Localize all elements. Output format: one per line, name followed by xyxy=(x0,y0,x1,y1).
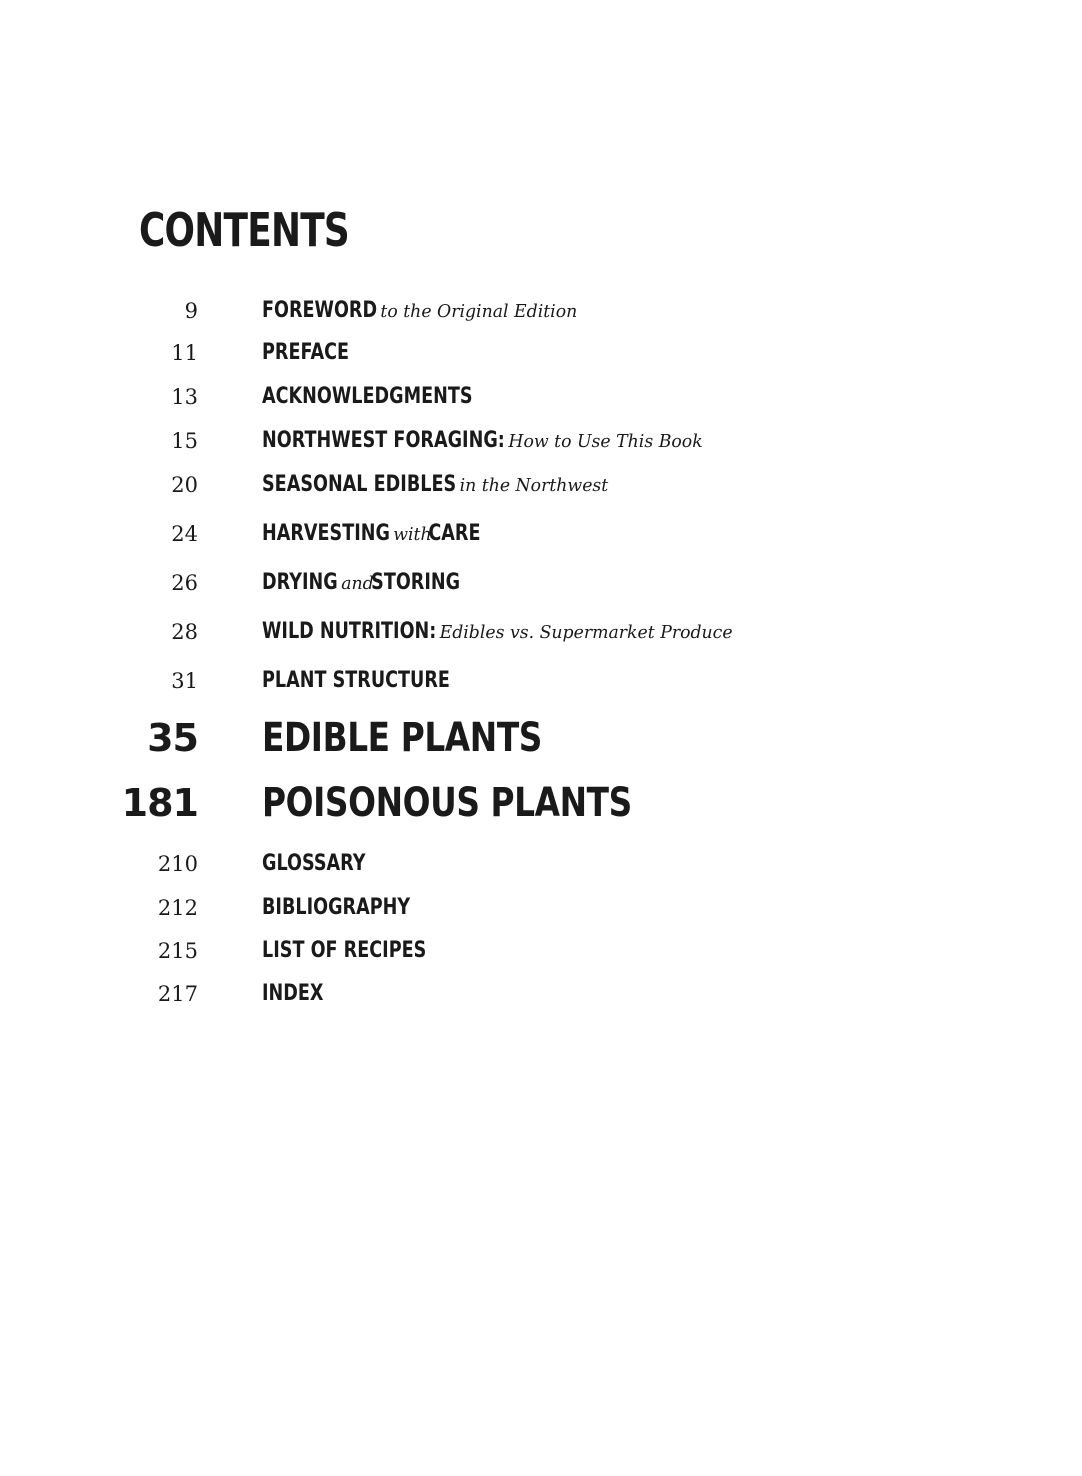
page-number: 181 xyxy=(121,781,198,825)
entry-title-text: SEASONAL EDIBLES xyxy=(262,472,457,497)
entry-title[interactable] xyxy=(262,979,339,1011)
entry-title-text: LIST OF RECIPES xyxy=(262,938,427,963)
page-number: 210 xyxy=(157,852,198,876)
entry-connector: and xyxy=(340,573,374,594)
entry-title-text: BIBLIOGRAPHY xyxy=(262,895,411,920)
page-number: 9 xyxy=(184,299,198,323)
entry-title[interactable] xyxy=(262,470,664,502)
entry-title[interactable] xyxy=(262,382,525,414)
page-number: 15 xyxy=(171,429,198,453)
page-number: 20 xyxy=(171,473,198,497)
entry-connector: with xyxy=(393,524,432,545)
entry-title-text: EDIBLE PLANTS xyxy=(262,715,543,761)
entry-title-text: HARVESTING xyxy=(262,521,390,546)
entry-subtitle: How to Use This Book xyxy=(508,431,703,452)
entry-title-text: NORTHWEST FORAGING: xyxy=(262,428,505,453)
entry-title[interactable] xyxy=(262,338,371,370)
entry-title[interactable] xyxy=(262,426,772,458)
entry-title-text-2: STORING xyxy=(371,570,461,595)
entry-title[interactable] xyxy=(262,893,447,925)
entry-title[interactable] xyxy=(262,777,713,838)
entry-title-text: WILD NUTRITION: xyxy=(262,619,437,644)
page-title: CONTENTS xyxy=(139,203,349,257)
entry-subtitle: in the Northwest xyxy=(459,475,608,496)
entry-title[interactable] xyxy=(262,519,535,551)
page-number: 13 xyxy=(171,385,198,409)
entry-title-text: PREFACE xyxy=(262,340,350,365)
entry-title[interactable] xyxy=(262,712,603,773)
entry-title[interactable] xyxy=(262,936,467,968)
page-number: 24 xyxy=(171,522,198,546)
page-number: 212 xyxy=(157,896,198,920)
entry-title-text: PLANT STRUCTURE xyxy=(262,668,450,693)
page-number: 215 xyxy=(157,939,198,963)
entry-subtitle: to the Original Edition xyxy=(380,301,578,322)
entry-title-text: POISONOUS PLANTS xyxy=(262,780,632,826)
page-number: 28 xyxy=(171,620,198,644)
page-number: 217 xyxy=(157,982,198,1006)
entry-title-text: GLOSSARY xyxy=(262,851,366,876)
entry-title[interactable] xyxy=(262,617,789,649)
entry-title-text: INDEX xyxy=(262,981,324,1006)
page-number: 11 xyxy=(171,341,198,365)
entry-title-text-2: CARE xyxy=(428,521,481,546)
entry-title[interactable] xyxy=(262,849,391,881)
entry-title-text: FOREWORD xyxy=(262,298,378,323)
page-number: 35 xyxy=(147,716,198,760)
entry-title[interactable] xyxy=(262,296,615,328)
page-number: 26 xyxy=(171,571,198,595)
entry-subtitle: Edibles vs. Supermarket Produce xyxy=(439,622,733,643)
entry-title[interactable] xyxy=(262,666,497,698)
entry-title-text: DRYING xyxy=(262,570,338,595)
page-number: 31 xyxy=(171,669,198,693)
entry-title[interactable] xyxy=(262,568,510,600)
entry-title-text: ACKNOWLEDGMENTS xyxy=(262,384,473,409)
